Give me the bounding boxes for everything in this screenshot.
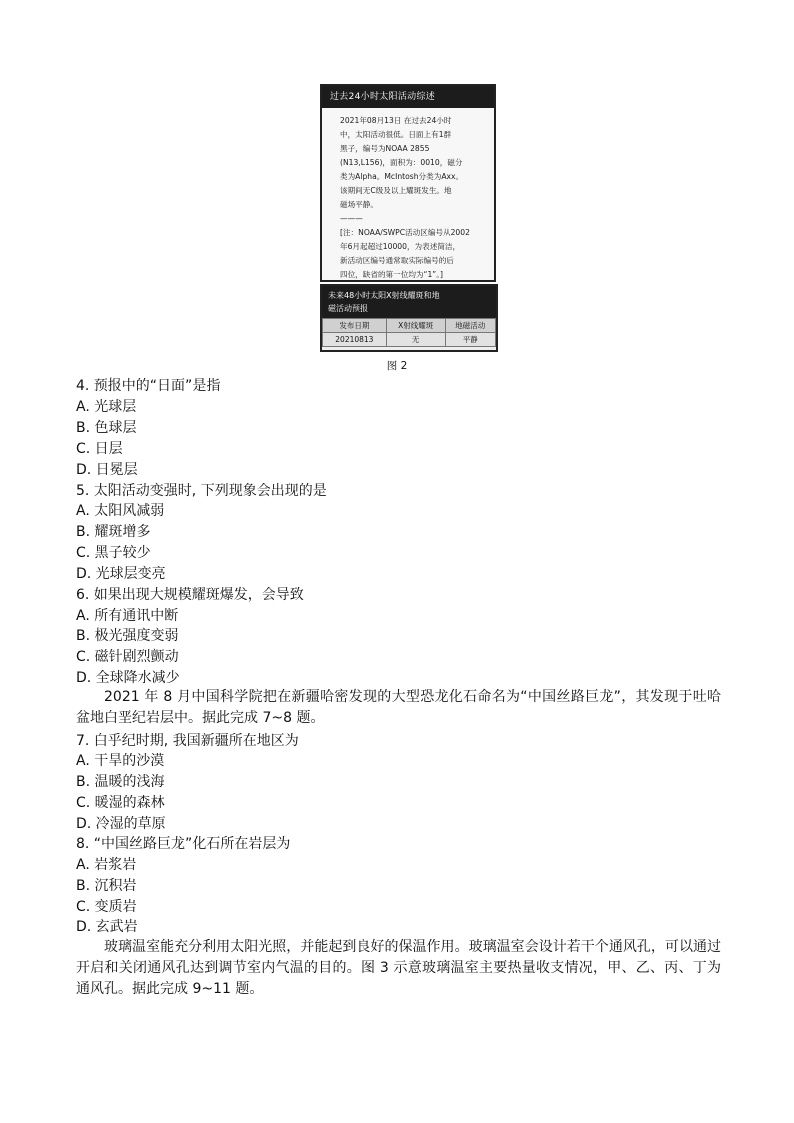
question-7-option-a: A. 干旱的沙漠 (76, 753, 165, 769)
passage-greenhouse: 玻璃温室能充分利用太阳光照，并能起到良好的保温作用。玻璃温室会设计若干个通风孔，可以通过开启和关闭通风孔达到调节室内气温的目的。图 3 示意玻璃温室主要热量收支情况，甲、乙、丙、丁为通风孔。据此完成 9~11 题。 (76, 939, 721, 997)
table-header-geomag: 地磁活动 (445, 319, 495, 333)
table-cell-geomag: 平静 (445, 333, 495, 347)
table-cell-flare: 无 (386, 333, 445, 347)
question-4-option-d: D. 日冕层 (76, 462, 138, 478)
question-8-option-a: A. 岩浆岩 (76, 857, 137, 873)
table-header-flare: X射线耀斑 (386, 319, 445, 333)
question-6-option-b: B. 极光强度变弱 (76, 628, 179, 644)
question-5-option-b: B. 耀斑增多 (76, 524, 151, 540)
figure-caption: 图 2 (386, 360, 408, 372)
question-6-option-a: A. 所有通讯中断 (76, 608, 179, 624)
question-7-option-b: B. 温暖的浅海 (76, 774, 165, 790)
summary-body: 2021年08月13日 在过去24小时 中，太阳活动很低。日面上有1群 黑子，编号为NOAA 2855 (N13,L156)，面积为：0010，磁分 类为Alpha。McIntosh分类为Axx。 该期间无C级及以上耀斑发生。地 磁场平静。 ——— (340, 116, 464, 223)
question-4-stem: 4. 预报中的“日面”是指 (76, 378, 221, 394)
question-5-stem: 5. 太阳活动变强时, 下列现象会出现的是 (76, 483, 327, 499)
question-7-option-c: C. 暖湿的森林 (76, 795, 165, 811)
summary-title: 过去24小时太阳活动综述 (322, 86, 494, 108)
question-8-option-d: D. 玄武岩 (76, 919, 138, 935)
question-5-option-c: C. 黑子较少 (76, 545, 151, 561)
question-8-option-c: C. 变质岩 (76, 899, 137, 915)
question-8-option-b: B. 沉积岩 (76, 878, 137, 894)
question-4-option-a: A. 光球层 (76, 399, 137, 415)
forecast-panel (320, 284, 498, 352)
figure-2-image (320, 84, 496, 344)
forecast-title: 未来48小时太阳X射线耀斑和地 磁活动预报 (322, 286, 496, 318)
question-4-option-c: C. 日层 (76, 441, 123, 457)
passage-dinosaur: 2021 年 8 月中国科学院把在新疆哈密发现的大型恐龙化石命名为“中国丝路巨龙”，其发现于吐哈盆地白垩纪岩层中。据此完成 7~8 题。 (76, 689, 721, 726)
question-5-option-d: D. 光球层变亮 (76, 566, 166, 582)
solar-summary-panel (320, 84, 496, 282)
question-6-stem: 6. 如果出现大规模耀斑爆发，会导致 (76, 587, 304, 603)
table-cell-date: 20210813 (323, 333, 387, 347)
question-4-option-b: B. 色球层 (76, 420, 137, 436)
table-header-date: 发布日期 (323, 319, 387, 333)
summary-note: [注：NOAA/SWPC活动区编号从2002 年6月起超过10000，为表述简洁， 新活动区编号通常取实际编号的后 四位，缺省的第一位均为“1”。] (340, 228, 470, 279)
question-7-option-d: D. 冷湿的草原 (76, 816, 166, 832)
question-6-option-d: D. 全球降水减少 (76, 670, 180, 686)
question-6-option-c: C. 磁针剧烈颤动 (76, 649, 179, 665)
question-7-stem: 7. 白乎纪时期, 我国新疆所在地区为 (76, 733, 299, 749)
forecast-table (322, 318, 496, 347)
question-5-option-a: A. 太阳风减弱 (76, 503, 165, 519)
question-8-stem: 8. “中国丝路巨龙”化石所在岩层为 (76, 836, 291, 852)
